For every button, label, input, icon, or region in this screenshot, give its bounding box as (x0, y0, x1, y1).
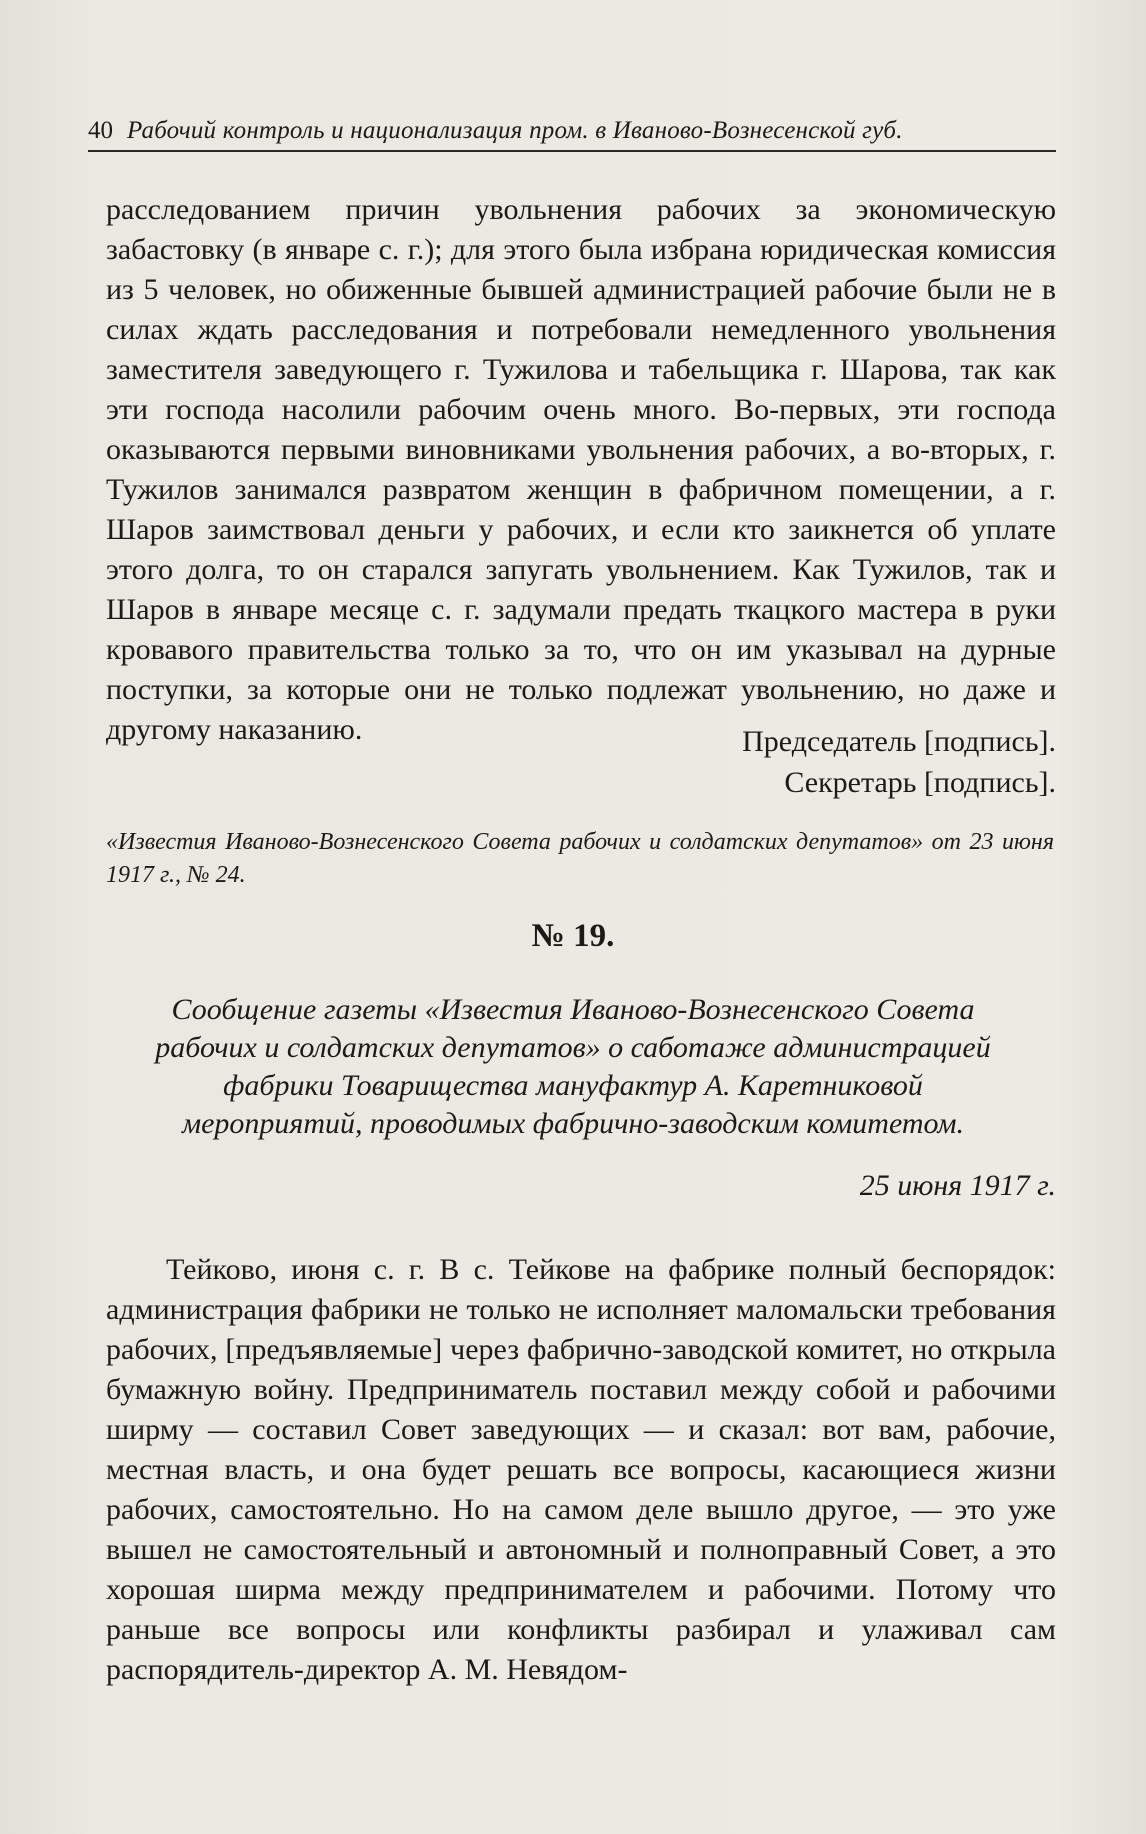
page-number: 40 (88, 117, 113, 144)
signature-chairman: Председатель [подпись]. (742, 725, 1056, 758)
signature-secretary: Секретарь [подпись]. (784, 766, 1056, 799)
body-paragraph-1: расследованием причин увольнения рабочих за экономическую забастовку (в январе с. г.); для этого была избрана юридическая комиссия из 5 человек, но обиженные бывшей администрацией рабочие были не в силах ждать расследования и потребовали немедленного увольнения заместителя заведующего г. Тужилова и табельщика г. Шарова, так как эти господа насолили рабочим очень много. Во-первых, эти господа оказываются первыми виновниками увольнения рабочих, а во-вторых, г. Тужилов занимался развратом женщин в фабричном помещении, а г. Шаров заимствовал деньги у рабочих, и если кто заикнется об уплате этого долга, то он старался запугать увольнением. Как Тужилов, так и Шаров в январе месяце с. г. задумали предать ткацкого мастера в руки кровавого правительства только за то, что он им указывал на дурные поступки, за которые они не только подлежат увольнению, но даже и другому наказанию. (106, 193, 1056, 746)
body-paragraph-2: Тейково, июня с. г. В с. Тейкове на фабрике полный беспорядок: администрация фабрики не только не исполняет маломальски требования рабочих, [предъявляемые] через фабрично-заводской комитет, но открыла бумажную войну. Предприниматель поставил между собой и рабочими ширму — составил Совет заведующих — и сказал: вот вам, рабочие, местная власть, и она будет решать все вопросы, касающиеся жизни рабочих, самостоятельно. Но на самом деле вышло другое, — это уже вышел не самостоятельный и автономный и полноправный Совет, а это хорошая ширма между предпринимателем и рабочими. Потому что раньше все вопросы или конфликты разбирал и улаживал сам распорядитель-директор А. М. Невядом- (106, 1253, 1056, 1686)
header-rule (88, 150, 1056, 152)
source-citation: «Известия Иваново-Вознесенского Совета рабочих и солдатских депутатов» от 23 июня 1917 г., № 24. (106, 829, 1054, 888)
running-header (88, 114, 1056, 148)
document-title: Сообщение газеты «Известия Иваново-Вознесенского Совета рабочих и солдатских депутатов» о саботаже администрацией фабрики Товарищества мануфактур А. Каретниковой мероприятий, проводимых фабрично-заводским комитетом. (155, 993, 991, 1140)
running-title: Рабочий контроль и национализация пром. в Иваново-Вознесенской губ. (127, 117, 903, 144)
document-number: № 19. (531, 918, 615, 954)
document-date: 25 июня 1917 г. (859, 1169, 1056, 1202)
